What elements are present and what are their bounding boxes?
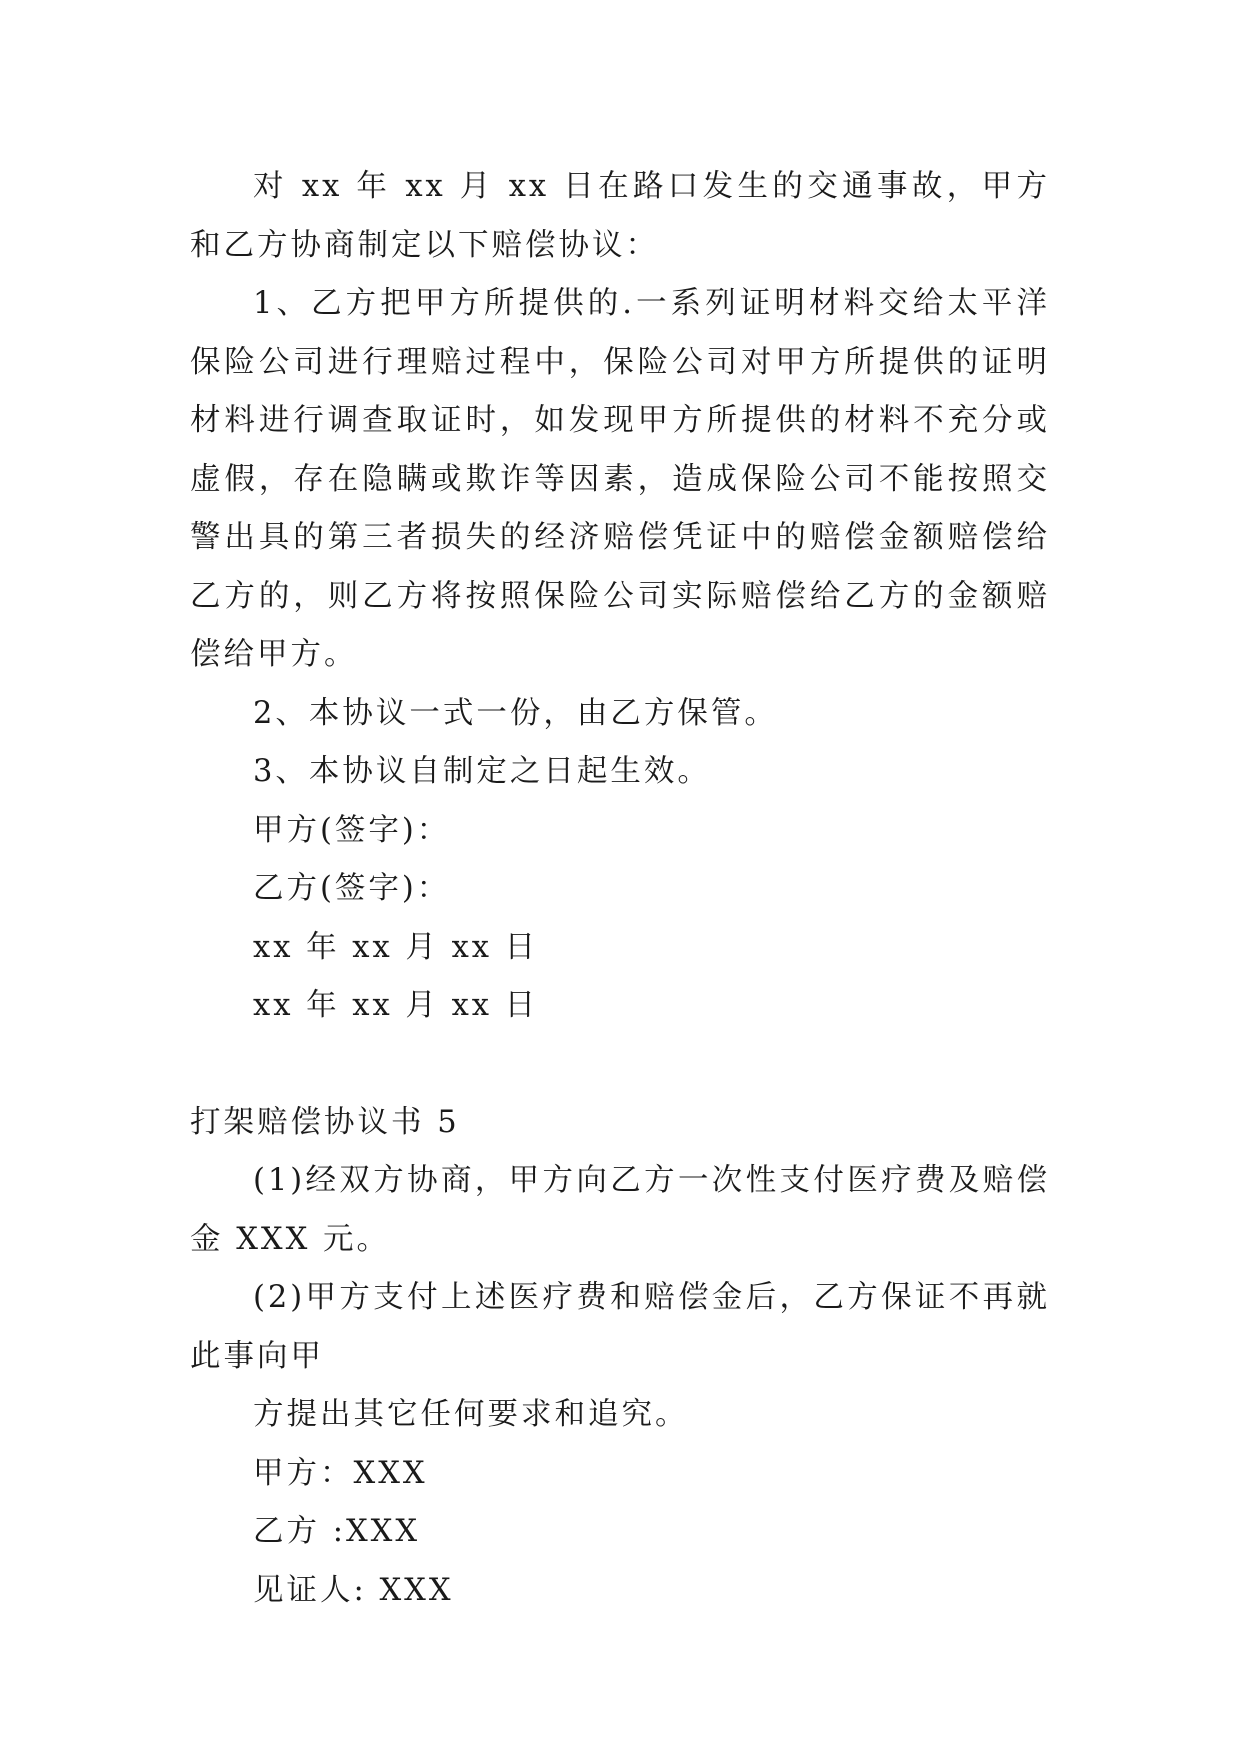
section-title: 打架赔偿协议书 5 <box>190 1104 460 1140</box>
signature-date-2: xx 年 xx 月 xx 日 <box>253 988 539 1023</box>
document-body <box>190 158 1050 1620</box>
witness-name: 见证人: XXX <box>253 1572 454 1608</box>
party-a-signature: 甲方(签字)： <box>253 812 451 848</box>
clause-2: 2、本协议一式一份，由乙方保管。 <box>253 695 778 731</box>
clause-1: 1、乙方把甲方所提供的.一系列证明材料交给太平洋保险公司进行理赔过程中，保险公司对甲方所提供的证明材料进行调查取证时，如发现甲方所提供的材料不充分或虚假，存在隐瞒或欺诈等因素，造成保险公司不能按照交警出具的第三者损失的经济赔偿凭证中的赔偿金额赔偿给乙方的，则乙方将按照保险公司实际赔偿给乙方的金额赔偿给甲方。 <box>190 286 1050 672</box>
clause-3: 3、本协议自制定之日起生效。 <box>253 754 711 789</box>
party-b-signature: 乙方(签字)： <box>253 871 451 906</box>
fight-clause-1: (1)经双方协商，甲方向乙方一次性支付医疗费及赔偿金 XXX 元。 <box>190 1163 1050 1257</box>
signature-date-1: xx 年 xx 月 xx 日 <box>253 929 539 965</box>
agreement-intro: 对 xx 年 xx 月 xx 日在路口发生的交通事故，甲方和乙方协商制定以下赔偿协议： <box>190 169 1050 263</box>
fight-clause-2-continuation: 方提出其它任何要求和追究。 <box>253 1397 689 1432</box>
party-a-name: 甲方：XXX <box>253 1455 428 1491</box>
section-spacer <box>190 1036 1050 1094</box>
party-b-name: 乙方 :XXX <box>253 1514 421 1549</box>
fight-clause-2: (2)甲方支付上述医疗费和赔偿金后，乙方保证不再就此事向甲 <box>190 1280 1050 1374</box>
